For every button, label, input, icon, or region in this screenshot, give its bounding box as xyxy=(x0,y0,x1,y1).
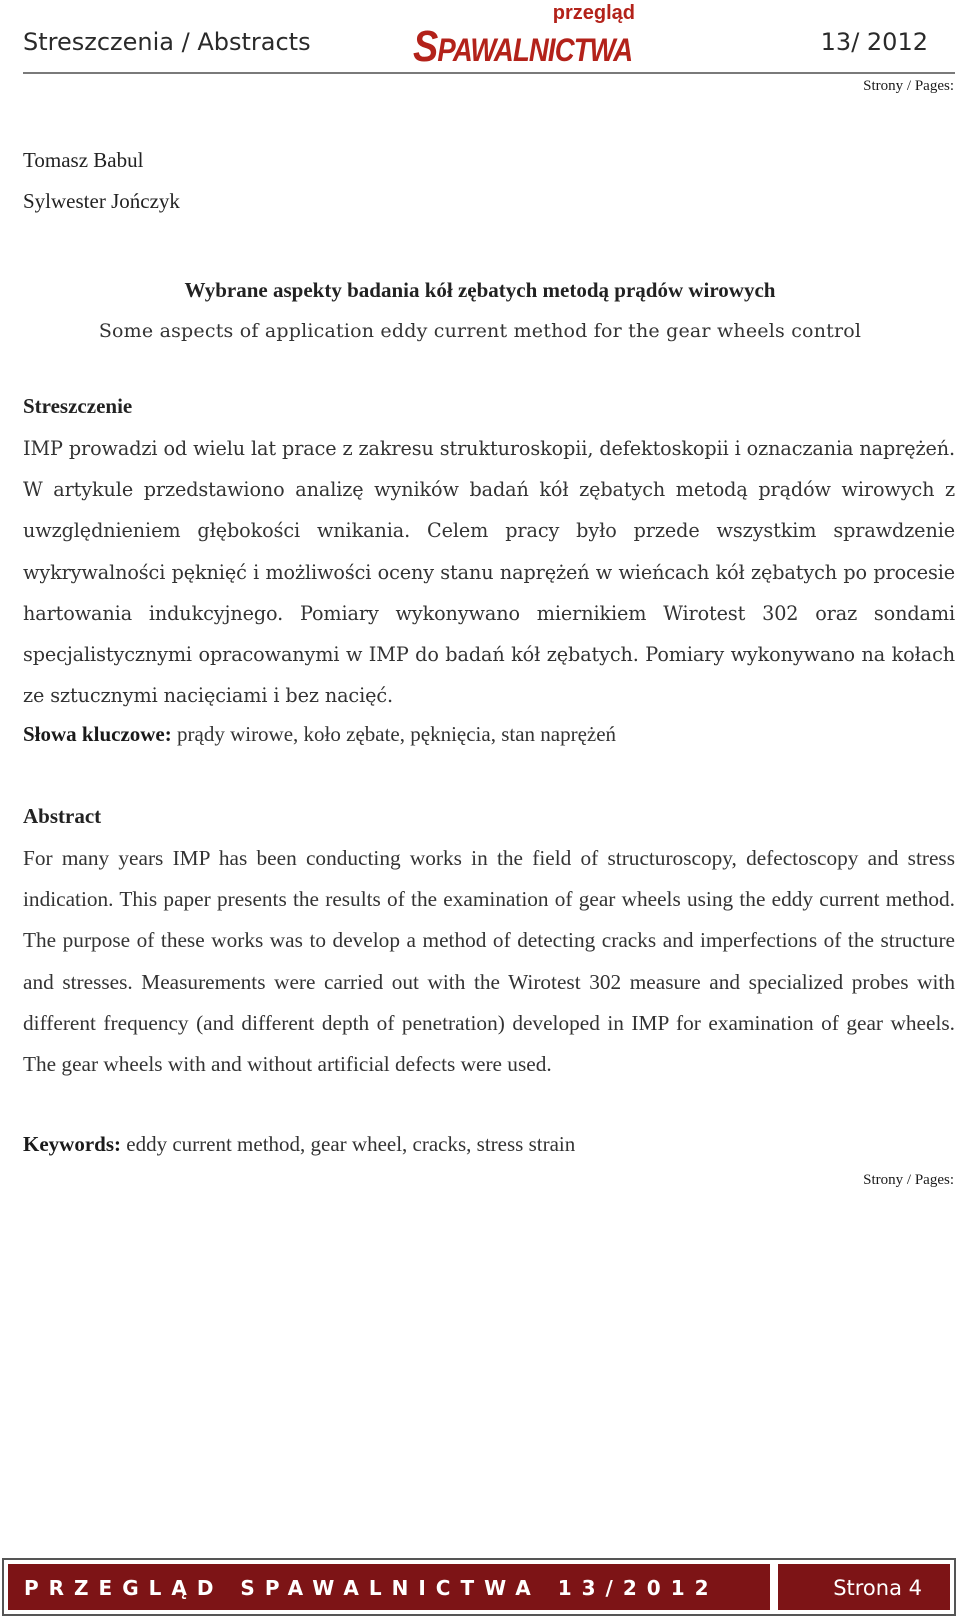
pages-label-bottom: Strony / Pages: xyxy=(863,1172,954,1188)
logo-initial: S xyxy=(413,22,438,71)
footer-journal-label: PRZEGLĄD SPAWALNICTWA 13/2012 xyxy=(24,1576,719,1600)
polish-keywords-label: Słowa kluczowe: xyxy=(23,722,172,746)
english-keywords-list: eddy current method, gear wheel, cracks, stress strain xyxy=(121,1132,576,1156)
article-title-polish: Wybrane aspekty badania kół zębatych metodą prądów wirowych xyxy=(184,278,776,302)
streszczenie-heading: Streszczenie xyxy=(23,394,133,418)
page-header xyxy=(0,0,960,80)
page-footer xyxy=(2,1558,956,1616)
logo-wordmark xyxy=(413,22,632,72)
author-name: Sylwester Jończyk xyxy=(23,189,180,213)
polish-keywords-list: prądy wirowe, koło zębate, pęknięcia, stan naprężeń xyxy=(171,722,617,746)
abstract-heading: Abstract xyxy=(23,804,102,828)
english-keywords xyxy=(23,1132,575,1157)
footer-band xyxy=(8,1564,950,1610)
journal-logo xyxy=(413,2,643,71)
logo-wordmark-rest: PAWALNICTWA xyxy=(437,32,633,68)
article-title-english: Some aspects of application eddy current method for the gear wheels control xyxy=(98,320,862,342)
logo-subtitle: przegląd xyxy=(552,2,635,24)
abstract-body: For many years IMP has been conducting works in the field of structuroscopy, defectoscopy and stress indication. This paper presents the results of the examination of gear wheels using the eddy current method. The purpose of these works was to develop a method of detecting cracks and imperfections of the structure and stresses. Measurements were carried out with the Wirotest 302 measure and specialized probes with different frequency (and different depth of penetration) developed in IMP for examination of gear wheels. The gear wheels with and without artificial defects were used. xyxy=(23,846,955,1077)
header-section-title: Streszczenia / Abstracts xyxy=(23,28,311,56)
footer-divider xyxy=(770,1564,778,1610)
polish-keywords xyxy=(23,722,616,747)
streszczenie-body: IMP prowadzi od wielu lat prace z zakresu strukturoskopii, defektoskopii i oznaczania naprężeń. W artykule przedstawiono analizę wyników badań kół zębatych metodą prądów wirowych z uwzględnieniem głębokości wnikania. Celem pracy było przede wszystkim sprawdzenie wykrywalności pęknięć i możliwości oceny stanu naprężeń w wieńcach kół zębatych po procesie hartowania indukcyjnego. Pomiary wykonywano miernikiem Wirotest 302 oraz sondami specjalistycznymi opracowanymi w IMP do badań kół zębatych. Pomiary wykonywano na kołach ze sztucznymi nacięciami i bez nacięć. xyxy=(23,437,955,708)
author-name: Tomasz Babul xyxy=(23,148,144,172)
header-issue-number: 13/ 2012 xyxy=(820,28,928,56)
english-keywords-label: Keywords: xyxy=(23,1132,121,1156)
header-divider xyxy=(23,72,955,74)
footer-page-number: Strona 4 xyxy=(833,1576,922,1600)
pages-label-top: Strony / Pages: xyxy=(863,78,954,94)
